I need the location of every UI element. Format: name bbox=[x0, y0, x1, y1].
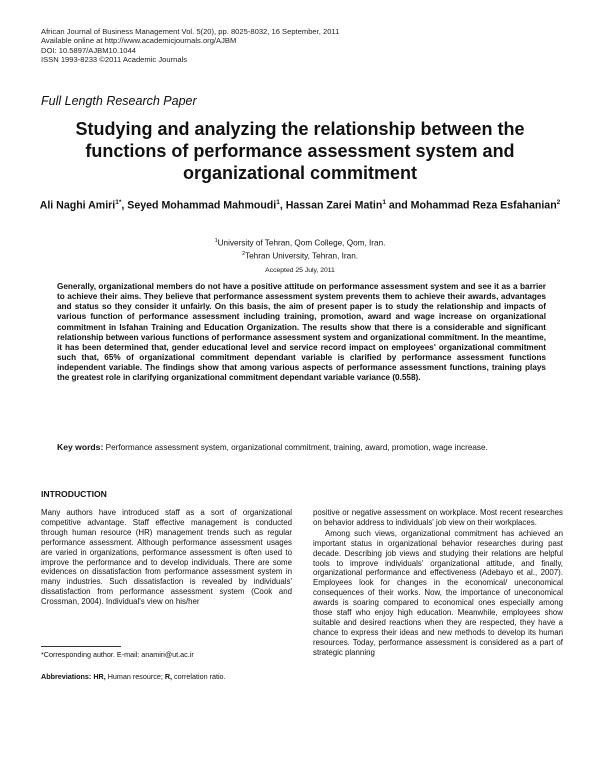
corresponding-author-footnote: *Corresponding author. E-mail: anamiri@ut.ac.ir bbox=[41, 650, 194, 659]
author-name: Hassan Zarei Matin bbox=[285, 199, 383, 212]
affiliation-text: University of Tehran, Qom College, Qom, Iran. bbox=[217, 238, 386, 248]
body-paragraph: Among such views, organizational commitment has achieved an important status in organizational behavior researches during past decade. Describing job views and studying their relations are helpful tools to improve individuals' organizational attitude, and finally, organizational performance and effectiveness (Adebayo et al., 2007). Employees look for changes in the economical/ uneconomical consequences of their works. Now, the importance of uneconomical awards is soaring compared to economical ones especially among those staff who enjoy high education. Meanwhile, employees show suitable and desired reactions when they are respected, they have a chance to express their ideas and new methods to develop its human resources. Today, performance assessment is considered as a part of strategic planning bbox=[313, 528, 563, 657]
abbreviation-definition: correlation ratio. bbox=[172, 672, 226, 681]
keywords-text: Performance assessment system, organizational commitment, training, award, promotion, wage increase. bbox=[103, 443, 488, 452]
keywords-label: Key words: bbox=[57, 442, 104, 452]
journal-citation: African Journal of Business Management Vol. 5(20), pp. 8025-8032, 16 September, 2011 bbox=[41, 27, 340, 36]
abstract: Generally, organizational members do not have a positive attitude on performance assessment system and see it as a barrier to achieve their aims. They believe that performance assessment system prevents them to achieve their awards, advantages and status so they consider it unfairly. On this basis, the aim of present paper is to study the relationship and impacts of various function of performance assessment including training, promotion, award and wage increase on organizational commitment in Isfahan Training and Education Organization. The results show that there is a considerable and significant relationship between various functions of performance assessment system and organizational commitment. In the meantime, it has been determined that, gender educational level and service record impact on employees' organizational commitment such that, 65% of organizational commitment dependant variable is clarified by performance assessment functions independent variable. The findings show that among various aspects of performance assessment functions, training plays the greatest role in clarifying organizational commitment dependant variable variance (0.558). bbox=[57, 282, 546, 383]
author-affiliation-mark: 1 bbox=[382, 199, 386, 206]
journal-header bbox=[41, 27, 561, 65]
abbreviations-label: Abbreviations: bbox=[41, 672, 92, 681]
abbreviation-term: HR, bbox=[91, 672, 106, 681]
body-paragraph: positive or negative assessment on workplace. Most recent researches on behavior address to individuals' job view on their workplaces. bbox=[313, 508, 563, 527]
author-affiliation-mark: 2 bbox=[556, 199, 561, 206]
footnote-divider bbox=[41, 646, 121, 647]
body-column-left bbox=[41, 508, 292, 607]
author-separator: and bbox=[385, 199, 411, 212]
author-name: Seyed Mohammad Mahmoudi bbox=[127, 199, 277, 212]
body-column-right bbox=[313, 508, 563, 659]
author-name: Mohammad Reza Esfahanian bbox=[410, 199, 557, 212]
paper-type: Full Length Research Paper bbox=[41, 94, 197, 108]
affiliation-item bbox=[41, 236, 559, 249]
affiliation-number: 1 bbox=[214, 238, 218, 244]
accepted-date: Accepted 25 July, 2011 bbox=[265, 267, 335, 274]
author-separator: , bbox=[279, 199, 286, 212]
keywords bbox=[57, 442, 546, 453]
abbreviation-term: R, bbox=[164, 672, 173, 681]
journal-doi: DOI: 10.5897/AJBM10.1044 bbox=[41, 45, 136, 55]
corresponding-mark: * bbox=[118, 199, 122, 206]
section-heading-introduction: INTRODUCTION bbox=[41, 489, 107, 499]
abbreviations bbox=[41, 672, 226, 681]
author-name: Ali Naghi Amiri bbox=[39, 199, 116, 212]
author-separator: , bbox=[121, 199, 128, 212]
journal-url: Available online at http://www.academicjournals.org/AJBM bbox=[41, 36, 237, 46]
author-affiliation-mark: 1 bbox=[115, 199, 119, 206]
affiliation-number: 2 bbox=[241, 250, 246, 257]
affiliation-text: Tehran University, Tehran, Iran. bbox=[245, 251, 359, 261]
affiliation-item bbox=[41, 249, 559, 262]
author-list bbox=[30, 196, 570, 213]
author-affiliation-mark: 1 bbox=[276, 199, 280, 206]
abbreviation-definition: Human resource; bbox=[105, 672, 165, 681]
body-paragraph: Many authors have introduced staff as a sort of organizational competitive advantage. Staff effective management is conducted through human resource (HR) management trends such as regular performance assessment. Although performance assessment usages are varied in organizations, performance assessment is often used to improve the performance and to develop individuals. There are some evidences on dissatisfaction from performance assessment system in many industries. Such dissatisfaction is revealed by individuals' dissatisfaction from performance assessment system (Cook and Crossman, 2004). Individual's view on his/her bbox=[41, 508, 292, 607]
journal-issn: ISSN 1993-8233 ©2011 Academic Journals bbox=[41, 55, 188, 65]
paper-title: Studying and analyzing the relationship between the functions of performance assessment system and organizational commitment bbox=[75, 119, 525, 183]
affiliation-list bbox=[41, 236, 559, 261]
